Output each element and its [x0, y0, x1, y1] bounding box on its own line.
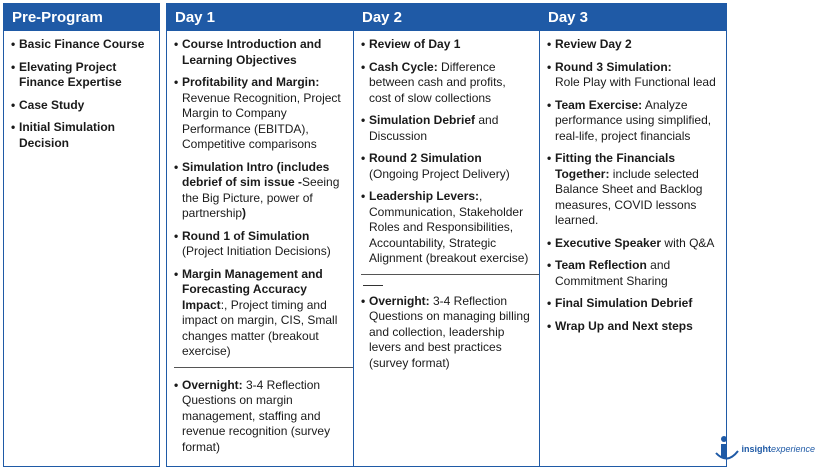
- item-heading: Round 3 Simulation:: [555, 59, 672, 74]
- logo-suffix: experience: [770, 444, 815, 454]
- list-item: • Initial Simulation Decision: [11, 120, 151, 151]
- list-item: [361, 60, 531, 107]
- list-item: • Case Study: [11, 98, 151, 114]
- day2-overnight-list: [354, 294, 539, 372]
- list-item: • Review of Day 1: [361, 37, 531, 53]
- day2-column: [353, 3, 539, 467]
- item-heading: Team Exercise:: [555, 97, 643, 112]
- insight-experience-logo: [715, 435, 815, 463]
- day3-list: [540, 31, 726, 334]
- item-text: and Discussion: [369, 113, 499, 143]
- item-text: include selected Balance Sheet and Backlog measures, COVID lessons learned.: [555, 166, 703, 227]
- list-item: [174, 160, 345, 222]
- day2-header: Day 2: [354, 4, 539, 31]
- list-item: [174, 378, 345, 456]
- item-heading: Margin Management and Forecasting Accuracy Impact: [182, 266, 323, 312]
- item-heading: Overnight:: [182, 377, 243, 392]
- item-heading: Simulation Debrief: [369, 113, 476, 127]
- day1-overnight-list: [167, 378, 353, 456]
- list-item: [174, 229, 345, 260]
- item-text: Seeing the Big Picture, power of partnership: [182, 175, 340, 220]
- logo-wordmark: [741, 444, 815, 454]
- short-divider: [363, 285, 383, 286]
- day2-list: [354, 31, 539, 267]
- list-item: • Review Day 2: [547, 37, 718, 53]
- list-item: [547, 60, 718, 91]
- list-item: [547, 98, 718, 145]
- divider: [174, 367, 353, 368]
- day3-header: Day 3: [540, 4, 726, 31]
- list-item: [547, 236, 718, 252]
- item-heading: Team Reflection: [555, 258, 647, 272]
- logo-mark-icon: [715, 435, 739, 463]
- list-item: • Elevating Project Finance Expertise: [11, 60, 151, 91]
- list-item: [547, 151, 718, 229]
- list-item: [361, 294, 531, 372]
- day1-header: Day 1: [167, 4, 353, 31]
- day1-column: [166, 3, 353, 467]
- item-text: Difference between cash and profits, cost of slow collections: [369, 59, 506, 105]
- item-text: 3-4 Reflection Questions on margin management, staffing and revenue recognition (survey format): [182, 377, 331, 454]
- item-heading: Simulation Intro (includes debrief of sim issue -: [182, 159, 330, 189]
- item-text: , Communication, Stakeholder Roles and Responsibilities, Accountability, Strategic Alignment (breakout exercise): [369, 189, 529, 265]
- list-item: [174, 267, 345, 360]
- list-item: • Wrap Up and Next steps: [547, 319, 718, 335]
- day1-list: [167, 31, 353, 360]
- logo-brand: insight: [741, 444, 771, 454]
- item-heading: Cash Cycle:: [369, 59, 438, 74]
- item-text: and Commitment Sharing: [555, 258, 671, 288]
- item-text: (Ongoing Project Delivery): [369, 166, 510, 181]
- item-heading: Round 1 of Simulation: [182, 228, 310, 243]
- item-text: 3-4 Reflection Questions on managing billing and collection, leadership levers and best practices (survey format): [369, 293, 530, 370]
- item-heading: Profitability and Margin:: [182, 75, 320, 89]
- divider: [361, 274, 539, 275]
- item-text: with Q&A: [661, 235, 715, 250]
- item-text: Analyze performance using simplified, real-life, project financials: [555, 97, 712, 143]
- day3-column: [539, 3, 727, 467]
- list-item: • Basic Finance Course: [11, 37, 151, 53]
- item-heading: Fitting the Financials Together:: [555, 151, 676, 181]
- item-heading: Overnight:: [369, 293, 430, 308]
- item-heading: ): [242, 206, 247, 220]
- pre-program-list: [4, 31, 159, 151]
- item-heading: Leadership Levers:: [369, 189, 480, 203]
- list-item: [361, 189, 531, 267]
- list-item: • Final Simulation Debrief: [547, 296, 718, 312]
- item-heading: Round 2 Simulation: [369, 151, 482, 165]
- item-heading: Executive Speaker: [555, 235, 662, 250]
- list-item: • Course Introduction and Learning Objectives: [174, 37, 345, 68]
- list-item: [361, 113, 531, 144]
- item-text: Role Play with Functional lead: [555, 75, 716, 89]
- list-item: [174, 75, 345, 153]
- item-text: (Project Initiation Decisions): [182, 244, 331, 258]
- item-text: :, Project timing and impact on margin, CIS, Small changes matter (breakout exercise): [182, 297, 338, 358]
- pre-program-header: Pre-Program: [4, 4, 159, 31]
- pre-program-column: [3, 3, 160, 467]
- item-text: Revenue Recognition, Project Margin to Company Performance (EBITDA), Competitive comparisons: [182, 90, 341, 151]
- list-item: [361, 151, 531, 182]
- list-item: [547, 258, 718, 289]
